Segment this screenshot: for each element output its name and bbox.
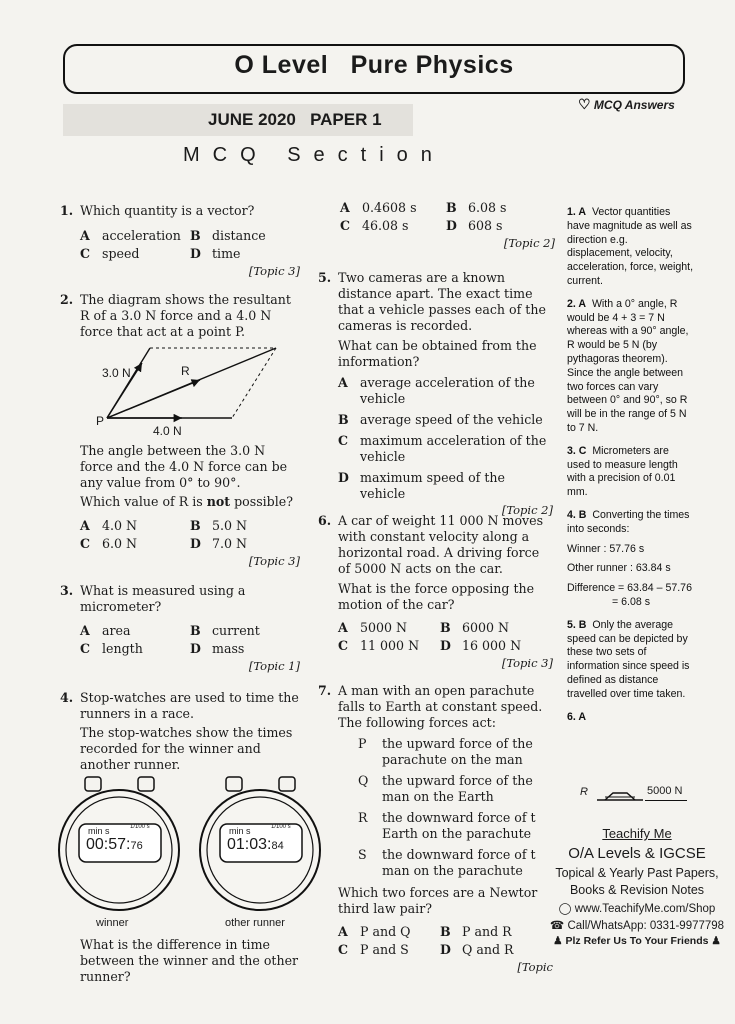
person-icon: ♟	[711, 935, 721, 947]
phone-icon: ☎	[549, 920, 565, 932]
promo-books: Books & Revision Notes	[569, 883, 705, 897]
stopwatch-winner-frac: 1/100 s	[130, 824, 150, 830]
question-2: 2. The diagram shows the resultant R of a 3.0 N force and a 4.0 N force that act at a point P.	[60, 292, 291, 339]
answer-4: 4. B Converting the times into seconds: Winner : 57.76 s Other runner : 63.84 s Difference = 63.84 – 57.76 = 6.08 s	[567, 508, 692, 608]
answer-6-r-label: R	[580, 786, 588, 798]
answer-6-force-label: 5000 N	[647, 785, 683, 797]
stopwatch-winner-label: winner	[96, 917, 129, 929]
question-1: 1. Which quantity is a vector? A acceleration B distance C speed D time [Topic 3]	[60, 203, 300, 278]
question-5: 5. Two cameras are a known distance apart. The exact time that a vehicle passes each of the cameras is recorded. What can be obtained from the information? A average acceleration of the vehicle B average speed of the vehicle C maximum acceleration of the vehicle D maximum speed of the vehicle [Topic 2]	[318, 270, 553, 517]
force-diagram	[92, 342, 292, 442]
session-label: JUNE 2020 PAPER 1	[208, 110, 382, 129]
page-title: O Level Pure Physics	[234, 51, 514, 79]
mcq-answers-badge: ♡ MCQ Answers	[578, 96, 675, 112]
stopwatch-other-units: min s	[229, 826, 251, 836]
answer-6: 6. A	[567, 710, 587, 723]
resultant-label: R	[181, 364, 190, 378]
answer-3: 3. C Micrometers are used to measure length with a precision of 0.01 mm.	[567, 444, 678, 499]
stopwatch-winner-units: min s	[88, 826, 110, 836]
point-p-label: P	[96, 414, 105, 428]
force-3n-label: 3.0 N	[102, 366, 131, 380]
question-2-continued: The angle between the 3.0 N force and the 4.0 N force can be any value from 0° to 90°. Which value of R is not possible? A 4.0 N B 5.0 N C 6.0 N D 7.0 N [Topic 3]	[80, 443, 300, 568]
question-6: 6. A car of weight 11 000 N moves with constant velocity along a horizontal road. A driving force of 5000 N acts on the car. What is the force opposing the motion of the car? A 5000 N B 6000 N C 11 000 N D 16 000 N [Topic 3]	[318, 513, 553, 670]
stopwatch-other-frac: 1/100 s	[271, 824, 291, 830]
stopwatch-other-label: other runner	[225, 917, 285, 929]
globe-icon: ◯	[558, 903, 572, 915]
promo-brand: Teachify Me	[602, 826, 672, 841]
promo-refer: ♟ Plz Refer Us To Your Friends ♟	[553, 935, 721, 947]
question-4: 4. Stop-watches are used to time the runners in a race. The stop-watches show the times recorded for the winner and another runner.	[60, 690, 299, 772]
promo-papers: Topical & Yearly Past Papers,	[555, 866, 719, 880]
answer-6-force-underline	[645, 800, 687, 801]
promo-levels: O/A Levels & IGCSE	[568, 845, 706, 862]
person-icon: ♟	[553, 935, 563, 947]
section-title: MCQ Section	[183, 144, 445, 166]
question-4-continued: What is the difference in time between the winner and the other runner?	[80, 937, 299, 984]
bulb-icon: ♡	[578, 96, 591, 112]
stopwatch-winner-time: 00:57:76	[86, 836, 143, 853]
car-icon	[595, 785, 645, 805]
question-3: 3. What is measured using a micrometer? A area B current C length D mass [Topic 1]	[60, 583, 300, 673]
promo-block	[547, 826, 727, 947]
force-4n-label: 4.0 N	[153, 424, 182, 438]
answer-1: 1. A Vector quantities have magnitude as well as direction e.g. displacement, velocity, acceleration, force, weight, current.	[567, 206, 694, 287]
question-4-options: A 0.4608 s B 6.08 s C 46.08 s D 608 s [Topic 2]	[340, 200, 555, 250]
question-7: 7. A man with an open parachute falls to Earth at constant speed. The following forces act: P the upward force of the parachute on the man Q the upward force of the man on the Earth R the downward force of t Earth on the parachute S the downward force of t man on the parachute Which two forces are a Newtor third law pair? A P and Q B P and R C P and S D Q and R [Topic	[318, 683, 553, 974]
answer-5: 5. B Only the average speed can be depicted by these two sets of information since speed is defined as distance travelled over time taken.	[567, 618, 690, 700]
promo-phone: ☎ Call/WhatsApp: 0331-9977798	[549, 920, 725, 932]
stopwatch-other-time: 01:03:84	[227, 836, 284, 853]
promo-website[interactable]: ◯ www.TeachifyMe.com/Shop	[558, 903, 716, 915]
answer-2: 2. A With a 0° angle, R would be 4 + 3 = 7 N whereas with a 90° angle, R would be 5 N (by pythagoras theorem). Since the angle between two forces can vary between 0° and 90°, so R will be in the range of 5 N to 7 N.	[567, 297, 689, 434]
answers-column	[567, 206, 693, 724]
